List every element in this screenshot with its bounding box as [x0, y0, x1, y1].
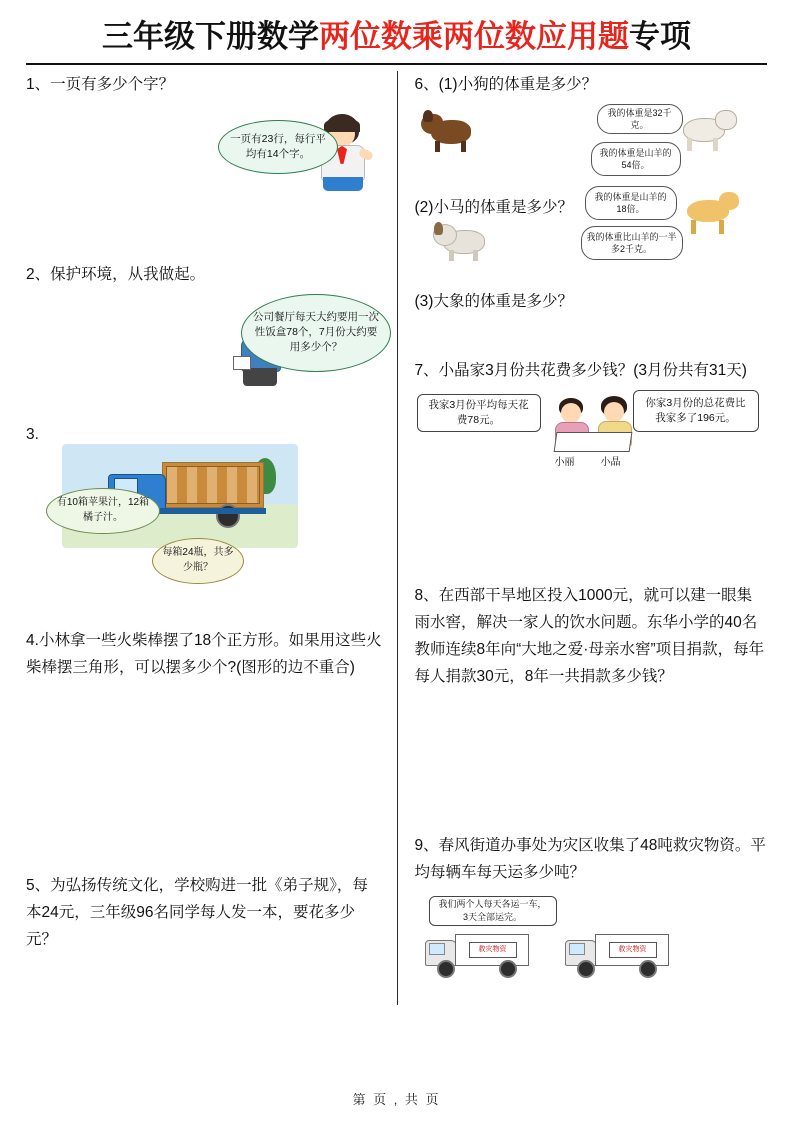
dog-weight-bubble [591, 142, 681, 176]
relief-truck-2-label: 救灾物资 [609, 942, 657, 958]
question-2-text [26, 261, 383, 288]
question-5-text [26, 872, 383, 953]
title-line [26, 18, 767, 57]
horse-figure [683, 190, 743, 238]
question-5 [26, 872, 383, 953]
page-info-bubble-text: 一页有23行，每行平均有14个字。 [230, 132, 326, 160]
question-4-body: 小林拿一些火柴棒摆了18个正方形。如果用这些火柴棒摆三角形，可以摆多少个?(图形的边不重合) [26, 631, 382, 676]
lunchbox-bubble [241, 294, 391, 372]
elephant-weight-bubble-text: 我的体重比山羊的一半多2千克。 [586, 231, 677, 254]
xiaojing-bubble [633, 390, 759, 432]
question-9-body: 春风街道办事处为灾区收集了48吨救灾物资。平均每辆车每天运多少吨？ [414, 836, 766, 881]
question-6 [414, 71, 768, 310]
question-6-sub-2-text: (2)小马的体重是多少？ [414, 198, 573, 216]
question-9-number: 9、 [414, 836, 439, 854]
question-1-body: 一页有多少个字？ [50, 75, 175, 93]
question-9-text [415, 832, 768, 886]
question-6-sub-2 [415, 194, 573, 221]
question-6-number: 6、 [414, 75, 439, 93]
page-info-bubble [218, 120, 338, 174]
xiaoli-bubble-text: 我家3月份平均每天花费78元。 [428, 398, 529, 426]
dog-weight-bubble-text: 我的体重是山羊的54倍。 [599, 147, 672, 170]
question-5-number: 5、 [26, 876, 51, 894]
question-2-number: 2、 [26, 265, 51, 283]
question-3 [26, 421, 383, 621]
question-1 [26, 71, 383, 261]
page-title [26, 18, 767, 65]
question-1-number: 1、 [26, 75, 51, 93]
xiaojing-bubble-text: 你家3月份的总花费比我家多了196元。 [645, 396, 746, 424]
goat-figure [677, 106, 737, 154]
question-8-text [415, 582, 768, 691]
question-3-number: 3. [26, 425, 39, 443]
question-8 [415, 582, 768, 832]
horse-weight-bubble-text: 我的体重是山羊的18倍。 [594, 191, 667, 214]
question-4-text [26, 627, 383, 681]
elephant-weight-bubble [581, 226, 683, 260]
xiaoli-bubble [417, 394, 541, 432]
question-8-body: 在西部干旱地区投入1000元，就可以建一眼集雨水窖，解决一家人的饮水问题。东华小学的40名教师连续8年向“大地之爱·母亲水窖”项目捐款，每年每人捐款30元，8年一共捐款多少钱？ [414, 586, 765, 686]
question-1-text [26, 71, 383, 98]
question-5-body: 为弘扬传统文化，学校购进一批《弟子规》，每本24元，三年级96名同学每人发一本，要花多少元？ [26, 876, 368, 948]
columns-container [26, 71, 767, 1033]
trucks-bubble-text: 我们两个人每天各运一车，3天全部运完。 [438, 898, 547, 922]
question-9 [414, 832, 768, 953]
bottles-bubble-text: 每箱24瓶，共多少瓶？ [162, 547, 234, 573]
bottles-bubble [152, 538, 244, 584]
relief-truck-2 [565, 930, 695, 978]
question-4-number: 4. [26, 631, 39, 649]
goat-weight-bubble [597, 104, 683, 134]
page-footer: 第 页 , 共 页 [352, 1092, 441, 1107]
question-7 [415, 261, 768, 582]
puppy-figure [433, 216, 493, 262]
title-highlight: 两位数乘两位数应用题 [319, 19, 629, 54]
label-xiaojing: 小晶 [600, 456, 621, 468]
question-7-number: 7、 [414, 361, 439, 379]
question-7-body: 小晶家3月份共花费多少钱？(3月份共有31天) [438, 361, 747, 379]
title-prefix: 三年级下册数学 [102, 19, 319, 54]
question-6-text [415, 71, 768, 98]
question-4 [26, 621, 383, 872]
question-6-sub-3-text: (3)大象的体重是多少？ [414, 292, 573, 310]
open-book-icon [553, 432, 632, 452]
title-suffix: 专项 [629, 19, 691, 54]
relief-truck-1-label: 救灾物资 [469, 942, 517, 958]
question-8-number: 8、 [414, 586, 439, 604]
relief-truck-1 [425, 930, 555, 978]
question-2-body: 保护环境，从我做起。 [50, 265, 206, 283]
left-column [26, 71, 397, 1033]
question-7-text [415, 357, 768, 384]
horse-weight-bubble [585, 186, 677, 220]
apple-juice-bubble-text: 有10箱苹果汁，12箱橘子汁。 [56, 497, 150, 523]
apple-juice-bubble [46, 488, 160, 534]
trucks-bubble [429, 896, 557, 926]
dog-figure [421, 108, 477, 152]
lunchbox-bubble-text: 公司餐厅每天大约要用一次性饭盒78个，7月份大约要用多少个？ [253, 311, 379, 354]
right-column [397, 71, 768, 1033]
question-6-body: (1)小狗的体重是多少？ [438, 75, 598, 93]
goat-weight-bubble-text: 我的体重是32千克。 [607, 107, 672, 130]
question-2 [26, 261, 383, 421]
label-xiaoli: 小丽 [554, 456, 575, 468]
